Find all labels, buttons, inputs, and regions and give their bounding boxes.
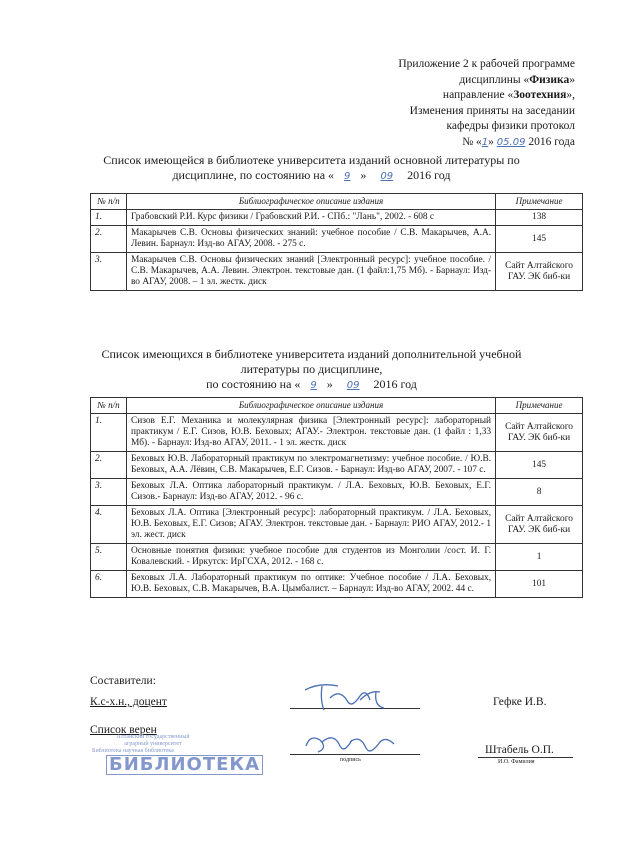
list1-day: 9 — [344, 171, 351, 182]
row-number: 2. — [91, 226, 127, 253]
name-line — [478, 757, 573, 758]
protocol-date: 05.09 — [496, 136, 526, 148]
row-note: 145 — [496, 226, 583, 253]
table-row — [91, 253, 583, 291]
row-note: 145 — [496, 452, 583, 479]
header-line-1: Приложение 2 к рабочей программе — [398, 58, 575, 70]
compiler-name: Гефке И.В. — [493, 696, 547, 708]
table-header-row — [91, 398, 583, 414]
table-row — [91, 226, 583, 253]
row-note: Сайт Алтайского ГАУ. ЭК биб-ки — [496, 414, 583, 452]
row-description: Макарычев С.В. Основы физических знаний: учебное пособие / С.В. Макарычев, А.А. Левин. Барнаул: Изд-во АГАУ, 2008. - 275 с. — [126, 226, 495, 253]
list1-title: Список имеющейся в библиотеке университета изданий основной литературы по дисциплине, по состоянию на « 9 » 09 2016 год — [103, 153, 520, 182]
signature-caption: подпись — [340, 757, 361, 763]
list2-day: 9 — [310, 380, 317, 391]
row-number: 5. — [91, 544, 127, 571]
row-number: 1. — [91, 210, 127, 226]
row-number: 4. — [91, 506, 127, 544]
compiler-position: К.с-х.н., доцент — [90, 696, 167, 708]
row-description: Беховых Л.А. Оптика лабораторный практикум. / Л.А. Беховых, Ю.В. Беховых, Е.Г. Сизов.- Барнаул: Изд-во АГАУ, 2012. - 96 с. — [126, 479, 495, 506]
row-number: 3. — [91, 253, 127, 291]
handwritten-signature-1 — [300, 678, 410, 718]
additional-literature-table — [90, 397, 583, 598]
protocol-number: 1 — [481, 136, 489, 148]
header-line-5: кафедры физики протокол — [446, 120, 575, 132]
col-header-note: Примечание — [496, 194, 583, 210]
header-line-3: направление «Зоотехния», — [442, 89, 575, 101]
main-literature-table — [90, 193, 583, 291]
col-header-num: № п/п — [91, 398, 127, 414]
handwritten-signature-2 — [300, 726, 410, 760]
document-header — [295, 57, 575, 150]
row-note: 138 — [496, 210, 583, 226]
table-row — [91, 414, 583, 452]
row-number: 6. — [91, 571, 127, 598]
table-row — [91, 544, 583, 571]
col-header-num: № п/п — [91, 194, 127, 210]
table-row — [91, 571, 583, 598]
row-description: Грабовский Р.И. Курс физики / Грабовский Р.И. - СПб.: "Лань", 2002. - 608 с — [126, 210, 495, 226]
row-description: Беховых Ю.В. Лабораторный практикум по электромагнетизму: учебное пособие. / Ю.В. Беховых, А.А. Лёвин, С.В. Макарычев, Е.Г. Сизов. - Барнаул: Изд-во АГАУ, 2007. - 107 с. — [126, 452, 495, 479]
table-row — [91, 452, 583, 479]
list1-month: 09 — [380, 171, 394, 182]
discipline-name: Физика — [529, 73, 570, 86]
row-note: 1 — [496, 544, 583, 571]
col-header-desc: Библиографическое описание издания — [126, 194, 495, 210]
compilers-label: Составители: — [90, 675, 156, 687]
table-row — [91, 479, 583, 506]
name-caption: И.О. Фамилия — [498, 759, 535, 765]
row-note: 8 — [496, 479, 583, 506]
row-note: Сайт Алтайского ГАУ. ЭК биб-ки — [496, 506, 583, 544]
list2-month: 09 — [346, 380, 360, 391]
row-note: 101 — [496, 571, 583, 598]
row-number: 1. — [91, 414, 127, 452]
col-header-note: Примечание — [496, 398, 583, 414]
header-line-2: дисциплины «Физика» — [459, 73, 575, 86]
library-stamp: Алтайский государственный аграрный университет Библиотека научная библиотека БИБЛИОТЕКА — [88, 734, 218, 776]
table-row — [91, 210, 583, 226]
direction-name: Зоотехния — [513, 89, 567, 101]
row-note: Сайт Алтайского ГАУ. ЭК биб-ки — [496, 253, 583, 291]
row-description: Беховых Л.А. Лабораторный практикум по оптике: Учебное пособие / Л.А. Беховых, Ю.В. Беховых, С.В. Макарычев, В.А. Цымбалист. – Барнаул: Изд-во АГАУ, 2002. 44 с. — [126, 571, 495, 598]
table-header-row — [91, 194, 583, 210]
col-header-desc: Библиографическое описание издания — [126, 398, 495, 414]
header-line-6: № «1» 05.09 2016 года — [462, 135, 575, 148]
row-description: Сизов Е.Г. Механика и молекулярная физика [Электронный ресурс]: лабораторный практикум / Е.Г. Сизов, Ю.В. Беховых; АГАУ.- Электрон. текстовые дан. (1 файл : 1,33 Мб). - Барнаул: Изд-во АГАУ, 2011. - 1 эл. жестк. диск — [126, 414, 495, 452]
row-number: 3. — [91, 479, 127, 506]
list-verified-label: Список верен — [90, 724, 157, 736]
row-description: Беховых Л.А. Оптика [Электронный ресурс]: лабораторный практикум. / Л.А. Беховых, Ю.В. Беховых, Е.Г. Сизов; АГАУ. Электрон. текстовые дан. - Барнаул: РИО АГАУ, 2012.- 1 эл. жест. диск — [126, 506, 495, 544]
row-description: Основные понятия физики: учебное пособие для студентов из Монголии /сост. И. Г. Ковалевский. - Иркутск: ИрГСХА, 2012. - 168 с. — [126, 544, 495, 571]
row-description: Макарычев С.В. Основы физических знаний [Электронный ресурс]: учебное пособие. /С.В. Макарычев, А.А. Левин. Электрон. текстовые дан. (1 файл:1,75 Мб). - Барнаул: Изд-во АГАУ, 2008. – 1 эл. жестк. диск — [126, 253, 495, 291]
table-row — [91, 506, 583, 544]
row-number: 2. — [91, 452, 127, 479]
librarian-name: Штабель О.П. — [485, 744, 554, 756]
list2-title: Список имеющихся в библиотеке университета изданий дополнительной учебной литературы по дисциплине, по состоянию на « 9 » 09 2016 год — [101, 347, 522, 391]
header-line-4: Изменения приняты на заседании — [409, 104, 575, 117]
